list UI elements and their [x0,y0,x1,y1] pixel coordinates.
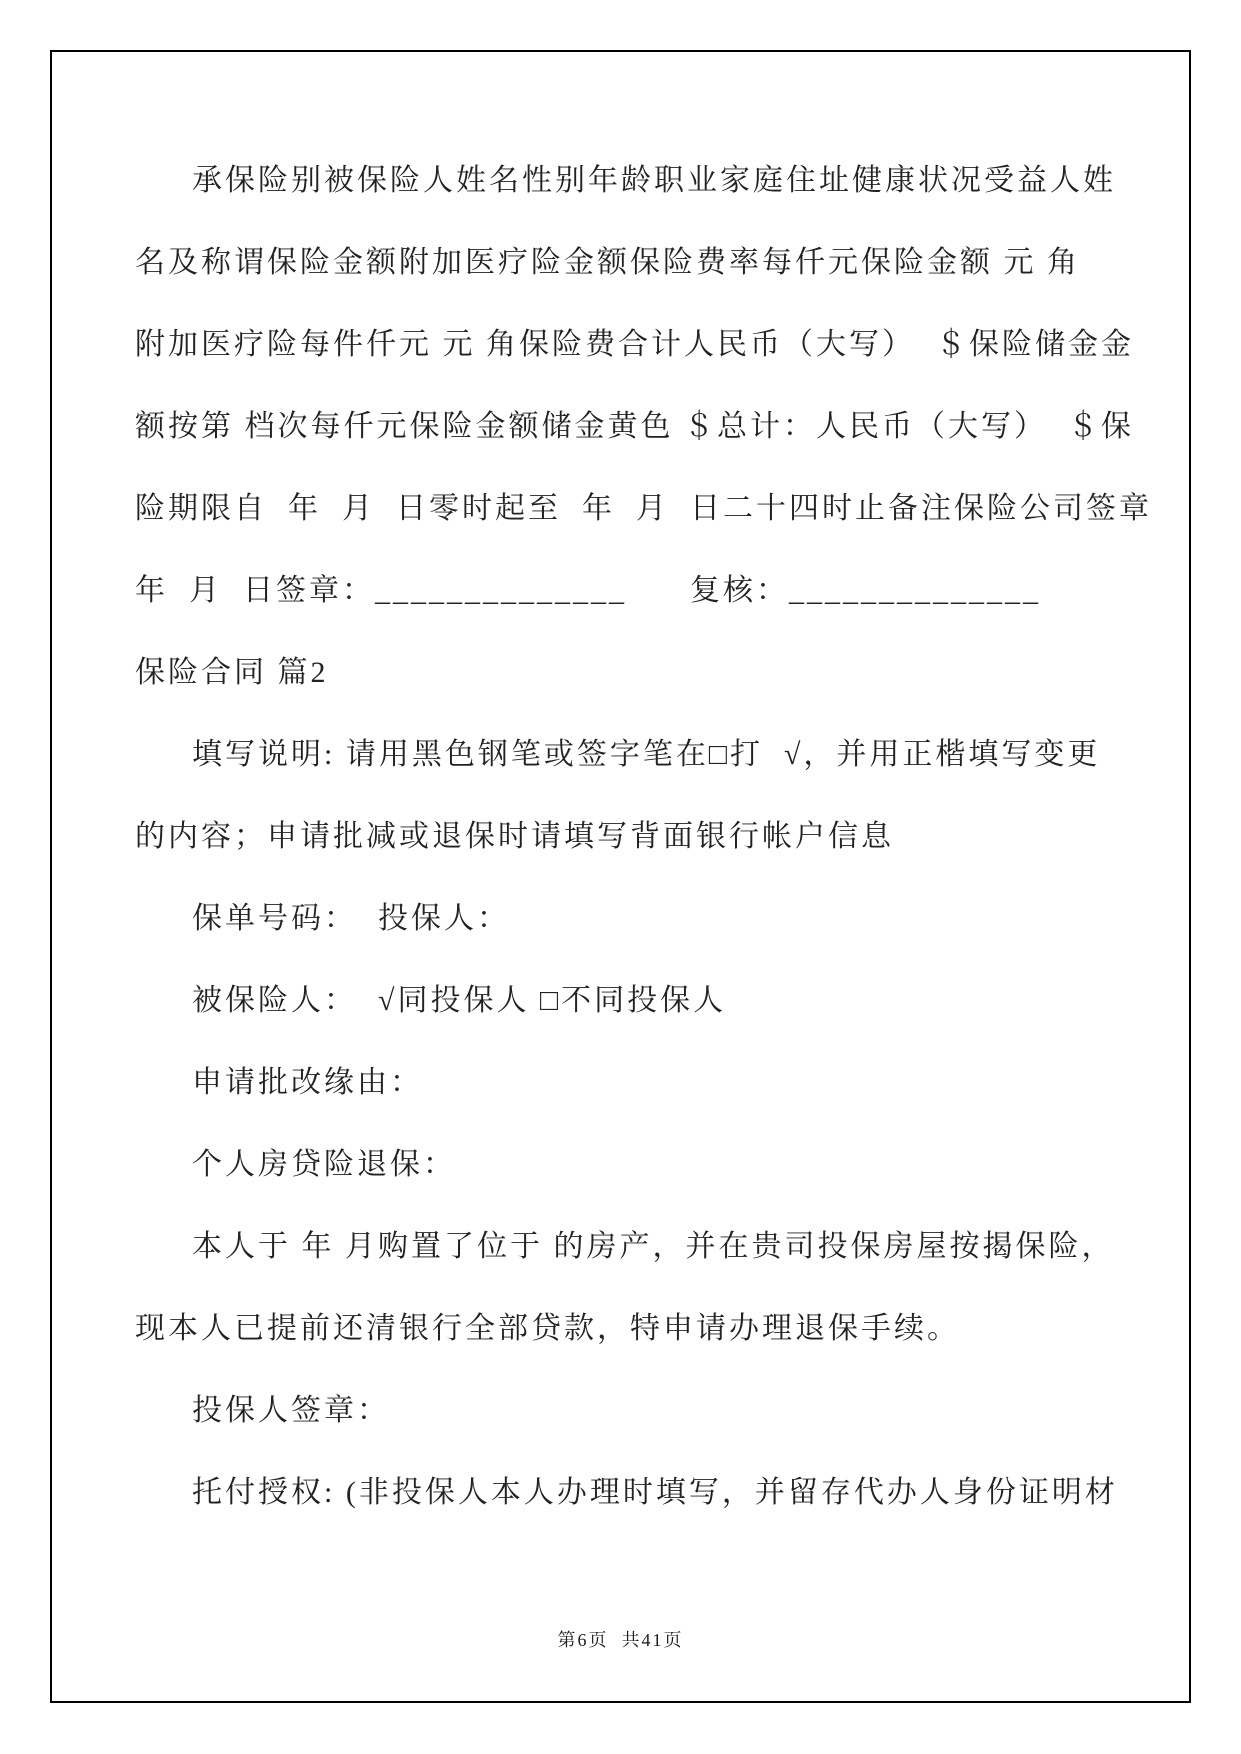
text-line: 的内容；申请批减或退保时请填写背面银行帐户信息 [135,820,894,853]
text-line: 投保人签章： [192,1394,390,1427]
text-line: 保单号码： 投保人： [192,902,510,935]
text-line: 个人房贷险退保： [192,1148,456,1181]
text-line: 险期限自 年 月 日零时起至 年 月 日二十四时止备注保险公司签章 [135,492,1152,525]
text-line: 承保险别被保险人姓名性别年龄职业家庭住址健康状况受益人姓 [192,164,1116,197]
text-line: 附加医疗险每件仟元 元 角保险费合计人民币（大写） ＄保险储金金 [135,328,1134,361]
signature-line: 年 月 日签章：______________ 复核：______________ [135,574,1041,607]
document-body [135,140,1152,1534]
text-line: 本人于 年 月购置了位于 的房产，并在贵司投保房屋按揭保险， [192,1230,1115,1263]
text-line: 额按第 档次每仟元保险金额储金黄色 ＄总计：人民币（大写） ＄保 [135,410,1134,443]
text-line: 现本人已提前还清银行全部贷款，特申请办理退保手续。 [135,1312,960,1345]
text-line: 填写说明: 请用黑色钢笔或签字笔在□打 √，并用正楷填写变更 [192,738,1101,771]
text-line-checkbox: 被保险人： √同投保人 □不同投保人 [192,984,727,1017]
page-number: 第6页 共41页 [557,1630,684,1650]
text-line: 申请批改缘由： [192,1066,423,1099]
section-title: 保险合同 篇2 [135,656,329,689]
text-line: 托付授权: (非投保人本人办理时填写，并留存代办人身份证明材 [192,1476,1118,1509]
text-line: 名及称谓保险金额附加医疗险金额保险费率每仟元保险金额 元 角 [135,246,1080,279]
